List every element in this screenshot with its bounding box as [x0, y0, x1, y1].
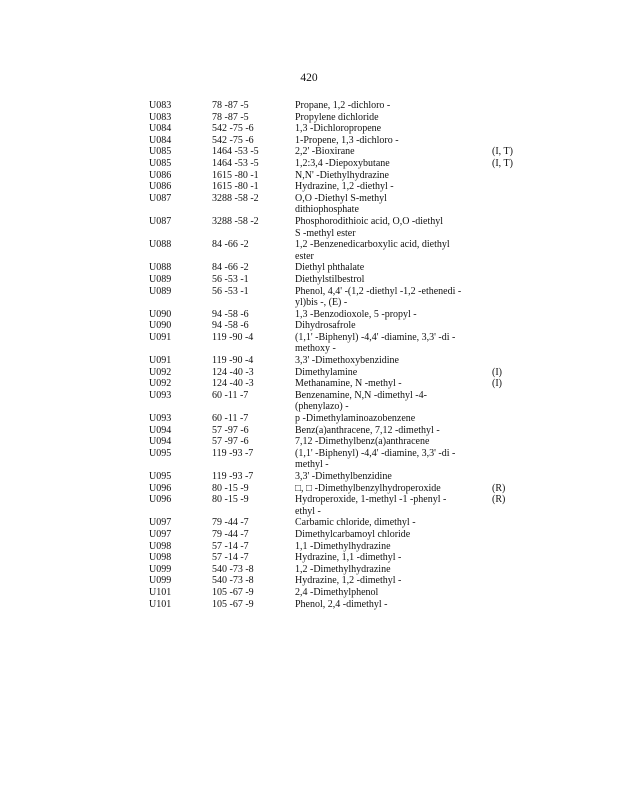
cas-number: 3288 -58 -2	[212, 192, 259, 204]
waste-code: U097	[149, 528, 172, 540]
table-row	[149, 390, 529, 413]
substance-name-line: dithiophosphate	[295, 204, 359, 216]
table-row	[149, 587, 529, 599]
substance-name-line: 1-Propene, 1,3 -dichloro -	[295, 134, 399, 146]
substance-name	[295, 448, 485, 471]
waste-code: U091	[149, 331, 172, 343]
table-row	[149, 193, 529, 216]
cas-number: 1464 -53 -5	[212, 146, 259, 158]
waste-code: U093	[149, 413, 172, 425]
substance-name-line: Phenol, 4,4' -(1,2 -diethyl -1,2 -ethenedi -	[295, 285, 462, 297]
substance-name-line: Hydroperoxide, 1-methyl -1 -phenyl -	[295, 494, 447, 506]
cas-number: 80 -15 -9	[212, 494, 249, 506]
substance-name-line: 7,12 -Dimethylbenz(a)anthracene	[295, 436, 430, 448]
waste-code: U088	[149, 262, 172, 274]
cas-number: 57 -97 -6	[212, 436, 249, 448]
substance-name-line: p -Dimethylaminoazobenzene	[295, 413, 416, 425]
waste-code: U099	[149, 563, 172, 575]
cas-number: 540 -73 -8	[212, 575, 254, 587]
substance-name-line: N,N' -Diethylhydrazine	[295, 169, 389, 181]
substance-name	[295, 239, 485, 262]
table-row	[149, 552, 529, 564]
cas-number: 56 -53 -1	[212, 273, 249, 285]
substance-name-line: ethyl -	[295, 505, 321, 517]
table-row	[149, 100, 529, 112]
cas-number: 119 -93 -7	[212, 471, 254, 482]
substance-name-line: Dimethylcarbamoyl chloride	[295, 528, 411, 540]
substance-name-line: methoxy -	[295, 343, 336, 355]
cas-number: 119 -90 -4	[212, 355, 254, 367]
table-row	[149, 541, 529, 553]
waste-code: U096	[149, 482, 172, 494]
substance-name	[295, 100, 485, 112]
cas-number: 105 -67 -9	[212, 598, 254, 610]
substance-name	[295, 483, 485, 495]
waste-code: U089	[149, 273, 172, 285]
substance-name	[295, 123, 485, 135]
cas-number: 540 -73 -8	[212, 563, 254, 575]
substance-name	[295, 575, 485, 587]
table-row	[149, 436, 529, 448]
table-row	[149, 309, 529, 321]
cas-number: 3288 -58 -2	[212, 215, 259, 227]
substance-name-line: Hydrazine, 1,2 -diethyl -	[295, 181, 394, 193]
cas-number: 56 -53 -1	[212, 285, 249, 297]
cas-number: 94 -58 -6	[212, 320, 249, 332]
cas-number: 119 -90 -4	[212, 331, 254, 343]
substance-name	[295, 425, 485, 437]
table-row	[149, 599, 529, 611]
waste-code: U088	[149, 239, 172, 251]
substance-name-line: Dihydrosafrole	[295, 320, 356, 332]
substance-name	[295, 494, 485, 517]
substance-name	[295, 320, 485, 332]
substance-name	[295, 367, 485, 379]
waste-code: U084	[149, 134, 172, 146]
waste-code: U090	[149, 308, 172, 320]
page-number: 420	[300, 72, 318, 84]
substance-name	[295, 378, 485, 390]
substance-name-line: Hydrazine, 1,1 -dimethyl -	[295, 552, 402, 564]
cas-number: 57 -97 -6	[212, 424, 249, 436]
hazard-code: (I, T)	[492, 146, 513, 158]
table-row	[149, 494, 529, 517]
waste-code: U095	[149, 447, 172, 459]
waste-code: U092	[149, 366, 172, 378]
cas-number: 1615 -80 -1	[212, 181, 259, 193]
table-row	[149, 448, 529, 471]
table-row	[149, 216, 529, 239]
substance-name-line: 3,3' -Dimethoxybenzidine	[295, 355, 399, 367]
substance-name-line: 2,2' -Bioxirane	[295, 146, 355, 158]
waste-code: U087	[149, 215, 172, 227]
table-row	[149, 378, 529, 390]
substance-name	[295, 181, 485, 193]
cas-number: 124 -40 -3	[212, 378, 254, 390]
substance-name-line: ester	[295, 250, 314, 262]
cas-number: 84 -66 -2	[212, 262, 249, 274]
substance-name	[295, 262, 485, 274]
table-row	[149, 181, 529, 193]
substance-name	[295, 599, 485, 611]
waste-code: U096	[149, 494, 172, 506]
table-row	[149, 112, 529, 124]
substance-name	[295, 112, 485, 124]
substance-name	[295, 564, 485, 576]
waste-code: U097	[149, 517, 172, 529]
waste-code: U091	[149, 355, 172, 367]
substance-name	[295, 552, 485, 564]
cas-number: 94 -58 -6	[212, 308, 249, 320]
hazard-code: (R)	[492, 494, 506, 506]
waste-code: U101	[149, 598, 172, 610]
substance-name	[295, 332, 485, 355]
substance-name-line: Propane, 1,2 -dichloro -	[295, 100, 391, 111]
table-row	[149, 170, 529, 182]
table-row	[149, 413, 529, 425]
substance-name-line: Methanamine, N -methyl -	[295, 378, 402, 390]
cas-number: 124 -40 -3	[212, 366, 254, 378]
table-row	[149, 286, 529, 309]
substance-name-line: Diethylstilbestrol	[295, 273, 365, 285]
waste-code: U098	[149, 552, 172, 564]
substance-name-line: Propylene dichloride	[295, 111, 379, 123]
table-row	[149, 471, 529, 483]
substance-name-line: Benzenamine, N,N -dimethyl -4-	[295, 389, 427, 401]
substance-name-line: 1,2 -Benzenedicarboxylic acid, diethyl	[295, 239, 450, 251]
cas-number: 78 -87 -5	[212, 100, 249, 111]
waste-code: U089	[149, 285, 172, 297]
substance-name-line: 1,3 -Dichloropropene	[295, 123, 382, 135]
substance-name-line: Dimethylamine	[295, 366, 358, 378]
table-row	[149, 274, 529, 286]
cas-number: 105 -67 -9	[212, 586, 254, 598]
substance-name-line: Carbamic chloride, dimethyl -	[295, 517, 416, 529]
waste-code: U086	[149, 169, 172, 181]
waste-code: U094	[149, 424, 172, 436]
cas-number: 57 -14 -7	[212, 552, 249, 564]
waste-code: U095	[149, 471, 172, 482]
table-row	[149, 262, 529, 274]
substance-name	[295, 355, 485, 367]
substance-name-line: Phenol, 2,4 -dimethyl -	[295, 598, 388, 610]
waste-code: U099	[149, 575, 172, 587]
substance-name	[295, 286, 485, 309]
table-row	[149, 575, 529, 587]
cas-number: 119 -93 -7	[212, 447, 254, 459]
waste-code: U083	[149, 100, 172, 111]
waste-code: U094	[149, 436, 172, 448]
table-row	[149, 332, 529, 355]
substance-name-line: □, □ -Dimethylbenzylhydroperoxide	[295, 482, 441, 494]
cas-number: 60 -11 -7	[212, 413, 249, 425]
cas-number: 542 -75 -6	[212, 134, 254, 146]
cas-number: 84 -66 -2	[212, 239, 249, 251]
substance-name-line: 2,4 -Dimethylphenol	[295, 586, 379, 598]
cas-number: 1615 -80 -1	[212, 169, 259, 181]
table-row	[149, 517, 529, 529]
substance-name-line: Hydrazine, 1,2 -dimethyl -	[295, 575, 402, 587]
table-row	[149, 239, 529, 262]
cas-number: 79 -44 -7	[212, 517, 249, 529]
substance-name	[295, 216, 485, 239]
substance-name	[295, 135, 485, 147]
hazard-code: (I)	[492, 378, 502, 390]
substance-name-line: (phenylazo) -	[295, 401, 349, 413]
waste-code: U101	[149, 586, 172, 598]
substance-name-line: methyl -	[295, 459, 329, 471]
table-row	[149, 483, 529, 495]
substance-name	[295, 390, 485, 413]
substance-name	[295, 471, 485, 483]
table-row	[149, 158, 529, 170]
substance-name	[295, 587, 485, 599]
substance-name	[295, 146, 485, 158]
waste-code: U083	[149, 111, 172, 123]
cas-number: 57 -14 -7	[212, 540, 249, 552]
substance-name-line: Diethyl phthalate	[295, 262, 365, 274]
waste-code: U098	[149, 540, 172, 552]
substance-name	[295, 413, 485, 425]
substance-name	[295, 274, 485, 286]
waste-code: U084	[149, 123, 172, 135]
waste-code: U085	[149, 157, 172, 169]
table-row	[149, 355, 529, 367]
substance-name-line: 3,3' -Dimethylbenzidine	[295, 471, 392, 482]
substance-name	[295, 170, 485, 182]
waste-code: U092	[149, 378, 172, 390]
table-row	[149, 564, 529, 576]
waste-code: U087	[149, 192, 172, 204]
substance-name	[295, 541, 485, 553]
substance-name-line: 1,1 -Dimethylhydrazine	[295, 540, 391, 552]
waste-code: U093	[149, 389, 172, 401]
cas-number: 542 -75 -6	[212, 123, 254, 135]
table-row	[149, 367, 529, 379]
table-row	[149, 529, 529, 541]
substance-name-line: S -methyl ester	[295, 227, 356, 239]
substance-name	[295, 309, 485, 321]
substance-name-line: (1,1' -Biphenyl) -4,4' -diamine, 3,3' -di -	[295, 447, 456, 459]
substance-name	[295, 158, 485, 170]
table-row	[149, 320, 529, 332]
waste-code: U085	[149, 146, 172, 158]
substance-name-line: yl)bis -, (E) -	[295, 297, 348, 309]
table-row	[149, 123, 529, 135]
substance-name-line: 1,2:3,4 -Diepoxybutane	[295, 157, 390, 169]
substance-name	[295, 529, 485, 541]
hazard-code: (R)	[492, 482, 506, 494]
hazard-code: (I, T)	[492, 157, 513, 169]
cas-number: 79 -44 -7	[212, 528, 249, 540]
substance-name-line: (1,1' -Biphenyl) -4,4' -diamine, 3,3' -di -	[295, 331, 456, 343]
substance-name-line: 1,2 -Dimethylhydrazine	[295, 563, 391, 575]
waste-code: U086	[149, 181, 172, 193]
cas-number: 78 -87 -5	[212, 111, 249, 123]
cas-number: 1464 -53 -5	[212, 157, 259, 169]
hazard-code: (I)	[492, 366, 502, 378]
table-row	[149, 425, 529, 437]
cas-number: 60 -11 -7	[212, 389, 249, 401]
substance-name-line: Phosphorodithioic acid, O,O -diethyl	[295, 215, 444, 227]
hazardous-waste-list	[149, 100, 529, 610]
cas-number: 80 -15 -9	[212, 482, 249, 494]
substance-name-line: 1,3 -Benzodioxole, 5 -propyl -	[295, 308, 417, 320]
table-row	[149, 146, 529, 158]
substance-name-line: Benz(a)anthracene, 7,12 -dimethyl -	[295, 424, 440, 436]
substance-name	[295, 193, 485, 216]
substance-name	[295, 436, 485, 448]
table-row	[149, 135, 529, 147]
waste-code: U090	[149, 320, 172, 332]
substance-name	[295, 517, 485, 529]
substance-name-line: O,O -Diethyl S-methyl	[295, 192, 387, 204]
